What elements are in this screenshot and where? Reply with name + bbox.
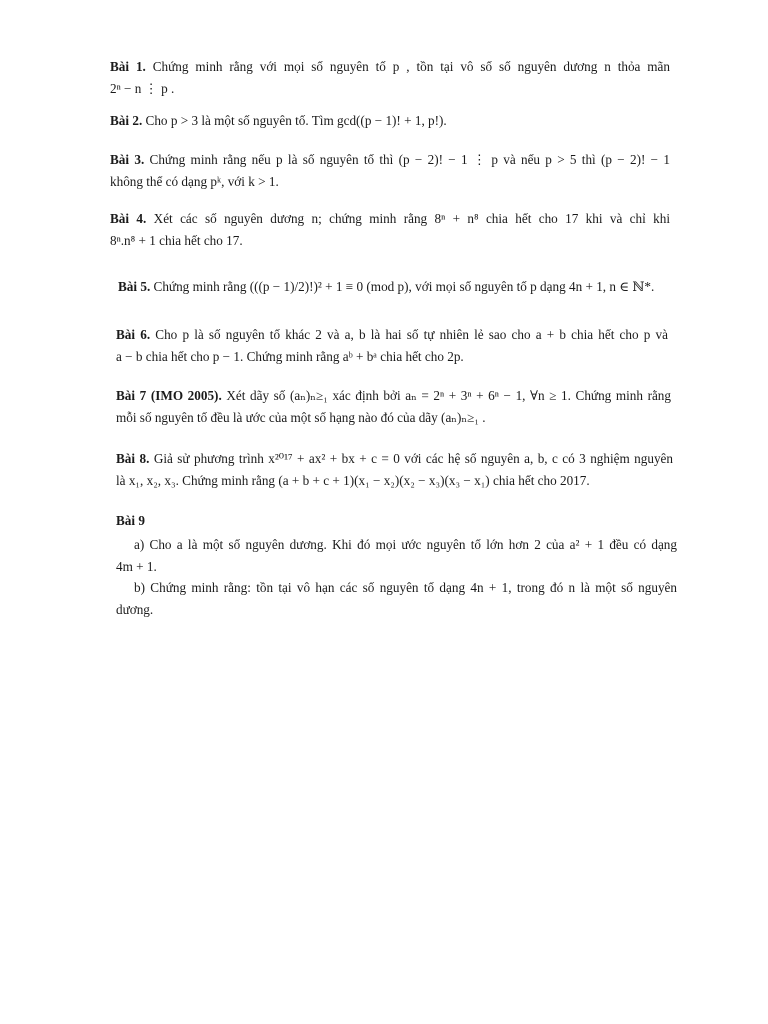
- problem-5-line-1: [118, 276, 668, 298]
- problem-3-line-2: không thể có dạng pᵏ, với k > 1.: [110, 174, 279, 189]
- problem-7-line-1: [116, 385, 671, 407]
- problem-3: [110, 149, 670, 193]
- problem-7-text-1: Xét dãy số (aₙ)ₙ≥₁ xác định bởi aₙ = 2ⁿ + 3ⁿ + 6ⁿ − 1, ∀n ≥ 1. Chứng minh rằng: [226, 388, 671, 403]
- problem-2: [110, 110, 680, 132]
- problem-6-line-1: [116, 324, 668, 346]
- problem-2-line-1: [110, 110, 680, 132]
- problem-6-label: Bài 6.: [116, 327, 151, 342]
- problem-9b-line-1: b) Chứng minh rằng: tồn tại vô hạn các số nguyên tố dạng 4n + 1, trong đó n là một số nguyên: [134, 580, 677, 595]
- problem-8-label: Bài 8.: [116, 451, 150, 466]
- problem-9a-line-2: 4m + 1.: [116, 559, 157, 574]
- problem-2-text-1: Cho p > 3 là một số nguyên tố. Tìm gcd((p − 1)! + 1, p!).: [145, 113, 447, 128]
- problem-3-label: Bài 3.: [110, 152, 145, 167]
- problem-8-line-2: là x₁, x₂, x₃. Chứng minh rằng (a + b + c + 1)(x₁ − x₂)(x₂ − x₃)(x₃ − x₁) chia hết cho 2017.: [116, 473, 590, 488]
- problem-7-line-2: mỗi số nguyên tố đều là ước của một số hạng nào đó của dãy (aₙ)ₙ≥₁ .: [116, 410, 486, 425]
- problem-3-text-1: Chứng minh rằng nếu p là số nguyên tố thì (p − 2)! − 1 ⋮ p và nếu p > 5 thì (p − 2)! − 1: [149, 152, 671, 167]
- problem-1-label: Bài 1.: [110, 59, 146, 74]
- problem-9-label: Bài 9: [116, 513, 145, 528]
- problem-6: [116, 324, 668, 368]
- problem-1: [110, 56, 670, 100]
- problem-2-label: Bài 2.: [110, 113, 143, 128]
- problem-3-line-1: [110, 149, 670, 171]
- problem-4-line-2: 8ⁿ.n⁸ + 1 chia hết cho 17.: [110, 233, 243, 248]
- problem-7-label: Bài 7 (IMO 2005).: [116, 388, 222, 403]
- problem-9a-line-1: a) Cho a là một số nguyên dương. Khi đó mọi ước nguyên tố lớn hơn 2 của a² + 1 đều có dạng: [134, 537, 677, 552]
- problem-8-line-1: [116, 448, 673, 470]
- problem-4-text-1: Xét các số nguyên dương n; chứng minh rằng 8ⁿ + n⁸ chia hết cho 17 khi và chỉ khi: [153, 211, 671, 226]
- problem-4: [110, 208, 670, 252]
- problem-1-line-2: 2ⁿ − n ⋮ p .: [110, 81, 175, 96]
- problem-5: [118, 276, 668, 298]
- problem-8: [116, 448, 673, 492]
- problem-4-line-1: [110, 208, 670, 230]
- problem-9b-line-2: dương.: [116, 602, 154, 617]
- problem-9-part-a: [116, 534, 677, 578]
- problem-6-text-1: Cho p là số nguyên tố khác 2 và a, b là hai số tự nhiên lẻ sao cho a + b chia hết cho p và: [155, 327, 668, 342]
- problem-9-heading: [116, 510, 316, 532]
- problem-8-text-1: Giả sử phương trình x²⁰¹⁷ + ax² + bx + c = 0 với các hệ số nguyên a, b, c có 3 nghiệm nguyên: [153, 451, 674, 466]
- problem-7: [116, 385, 671, 429]
- problem-1-text-1: Chứng minh rằng với mọi số nguyên tố p , tồn tại vô số số nguyên dương n thỏa mãn: [152, 59, 671, 74]
- problem-6-line-2: a − b chia hết cho p − 1. Chứng minh rằng aᵇ + bᵃ chia hết cho 2p.: [116, 349, 464, 364]
- problem-5-label: Bài 5.: [118, 279, 151, 294]
- problem-5-text-1: Chứng minh rằng (((p − 1)/2)!)² + 1 ≡ 0 (mod p), với mọi số nguyên tố p dạng 4n + 1, n ∈ ℕ*.: [153, 279, 655, 294]
- problem-1-line-1: [110, 56, 670, 78]
- problem-9-part-b: [116, 577, 677, 621]
- problem-4-label: Bài 4.: [110, 211, 147, 226]
